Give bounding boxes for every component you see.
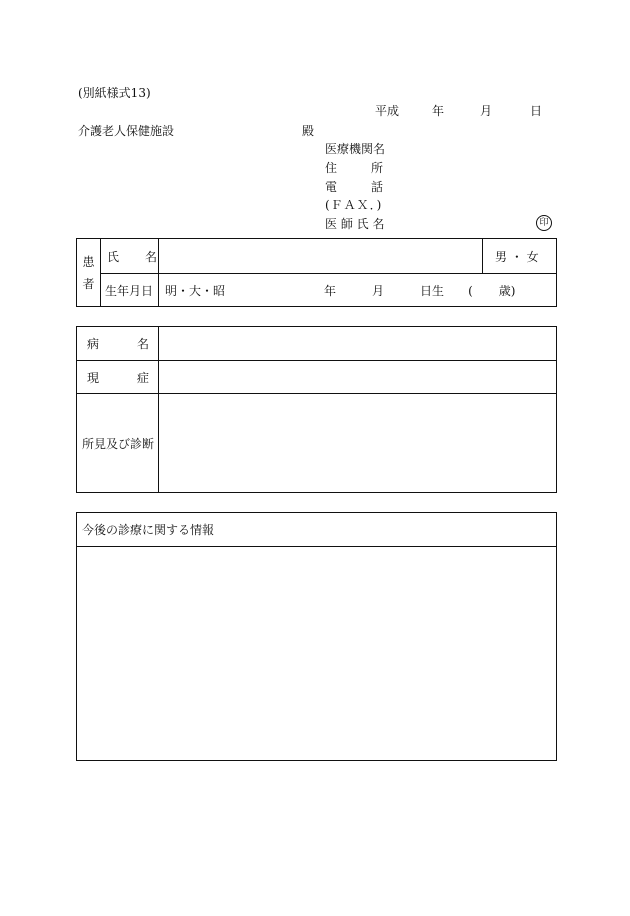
disease-field[interactable]: [159, 327, 557, 361]
dob-field[interactable]: 明・大・昭 年 月 日生 ( 歳): [159, 274, 557, 307]
doctor-name-label: 医 師 氏 名: [325, 217, 385, 231]
findings-field[interactable]: [159, 394, 557, 493]
address-label-second: 所: [371, 161, 384, 175]
symptoms-field[interactable]: [159, 361, 557, 394]
seal-icon: 印: [536, 215, 552, 231]
sex-options[interactable]: 男 ・ 女: [483, 239, 557, 274]
patient-name-field[interactable]: [159, 239, 483, 274]
name-label-cell: 氏 名: [101, 239, 159, 274]
disease-label: 病 名: [77, 327, 159, 361]
institution-label: 医療機関名: [325, 142, 386, 156]
date-era: 平成: [375, 104, 400, 118]
addressee: 介護老人保健施設: [78, 124, 175, 138]
fax-label: (ＦＡＸ．): [325, 198, 383, 212]
date-day-label: 日: [530, 104, 543, 118]
findings-label: 所見及び診断: [77, 394, 159, 493]
dob-label: 生年月日: [101, 274, 159, 307]
future-care-field[interactable]: [77, 547, 557, 761]
phone-label-second: 話: [371, 180, 384, 194]
patient-section-label: 患 者: [77, 239, 101, 307]
form-number: (別紙様式13): [78, 86, 151, 100]
medical-table: [76, 326, 557, 493]
patient-table: [76, 238, 557, 307]
future-care-title: 今後の診療に関する情報: [77, 513, 557, 547]
honorific: 殿: [302, 124, 315, 138]
address-label-first: 住: [325, 161, 338, 175]
symptoms-label: 現 症: [77, 361, 159, 394]
phone-label-first: 電: [325, 180, 338, 194]
date-month-label: 月: [480, 104, 493, 118]
date-year-label: 年: [432, 104, 445, 118]
future-care-table: [76, 512, 557, 761]
